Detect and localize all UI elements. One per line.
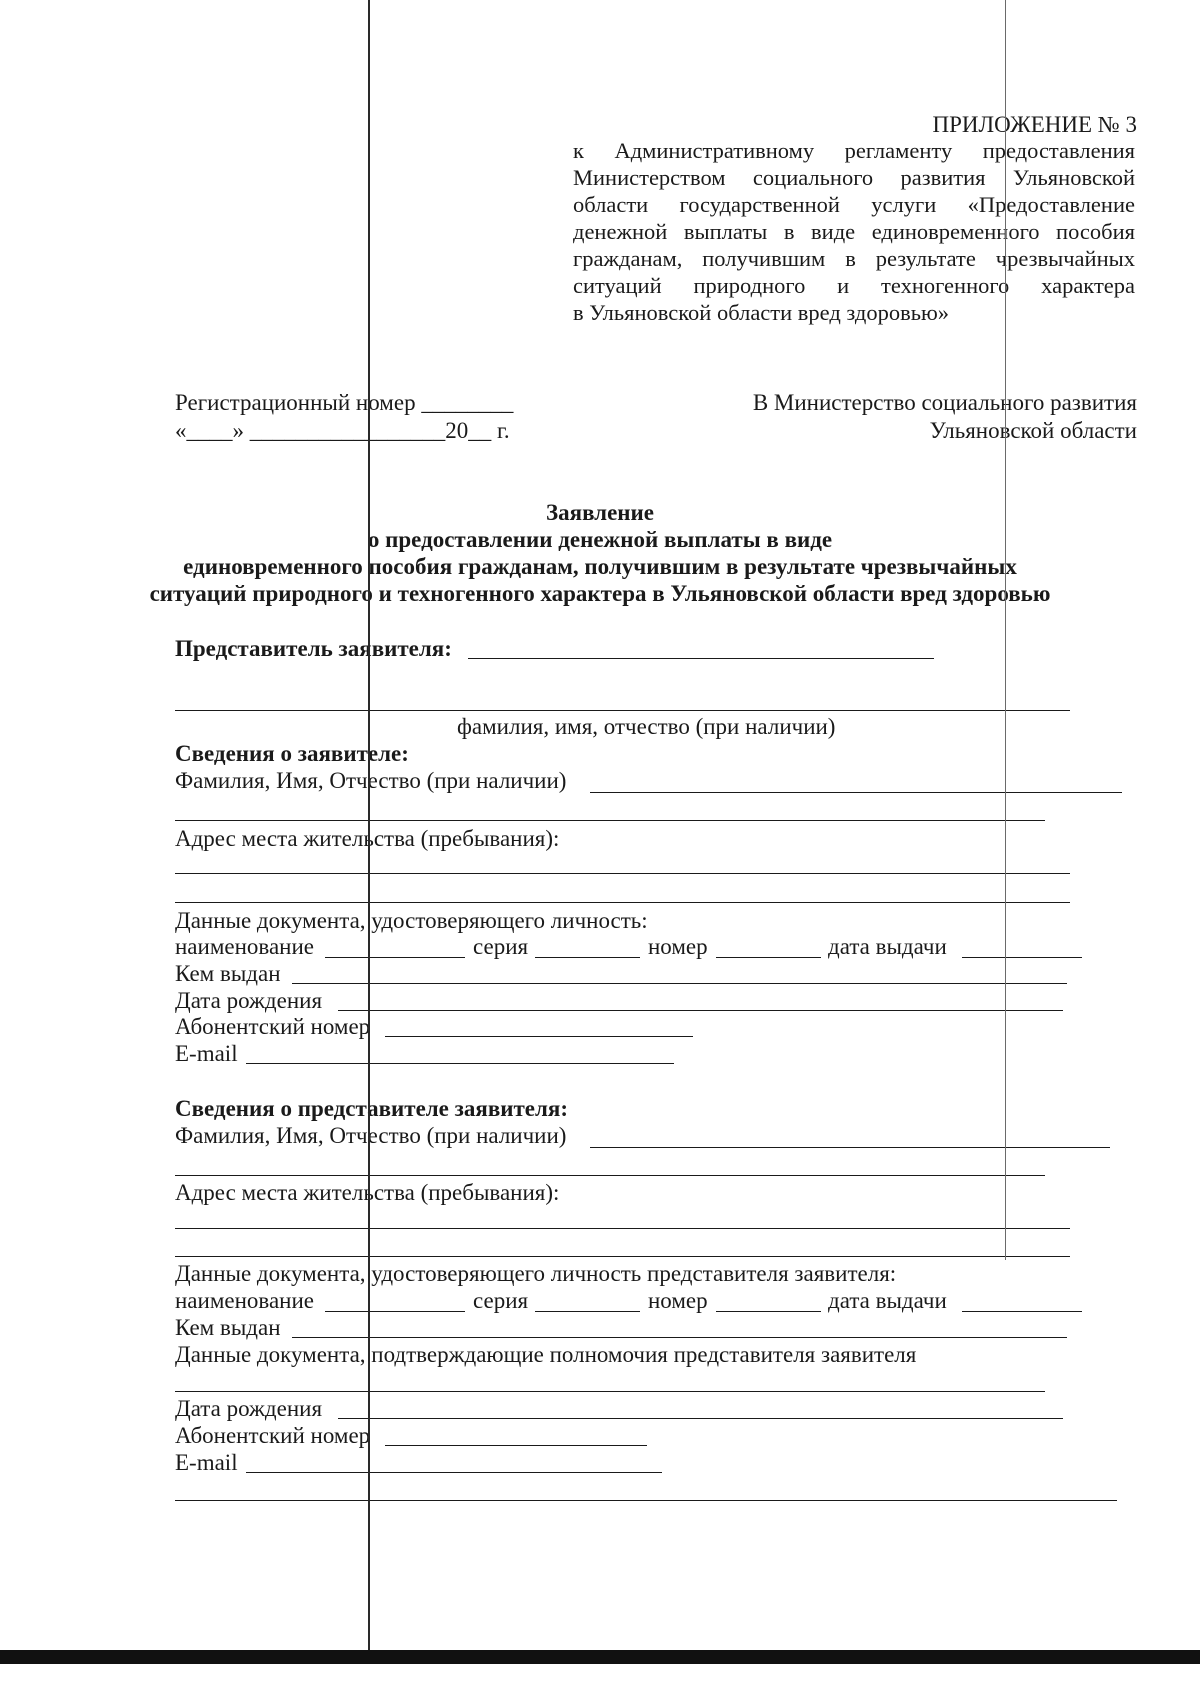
rep-doc-number-label: номер: [648, 1288, 708, 1313]
applicant-address-field[interactable]: [175, 873, 1070, 874]
representative-label: Представитель заявителя:: [175, 636, 452, 661]
rep-authority-field[interactable]: [175, 1391, 1045, 1392]
rep-issued-by-field[interactable]: [292, 1337, 1067, 1338]
appendix-line: Министерством социального развития Ульяновской: [573, 165, 1135, 190]
applicant-address-field-2[interactable]: [175, 902, 1070, 903]
rep-birth-date-label: Дата рождения: [175, 1396, 323, 1421]
appendix-title: ПРИЛОЖЕНИЕ № 3: [932, 112, 1137, 137]
applicant-issued-by-label: Кем выдан: [175, 961, 281, 986]
applicant-phone-field[interactable]: [385, 1036, 693, 1037]
applicant-fio-label: Фамилия, Имя, Отчество (при наличии): [175, 768, 567, 793]
rep-authority-label: Данные документа, подтверждающие полномочия представителя заявителя: [175, 1342, 917, 1367]
rep-doc-issue-date-label: дата выдачи: [828, 1288, 947, 1313]
applicant-birth-date-field[interactable]: [338, 1010, 1063, 1011]
appendix-line: гражданам, получившим в результате чрезвычайных: [573, 246, 1135, 271]
applicant-fio-field-2[interactable]: [175, 820, 1045, 821]
form-subtitle-2: единовременного пособия гражданам, получившим в результате чрезвычайных: [183, 554, 1017, 579]
scan-fold-line-left: [368, 0, 370, 1650]
appendix-line: ситуаций природного и техногенного характера: [573, 273, 1135, 298]
appendix-line: области государственной услуги «Предоставление: [573, 192, 1135, 217]
representative-field[interactable]: [468, 658, 934, 659]
appendix-line: к Административному регламенту предоставления: [573, 138, 1135, 163]
rep-address-label: Адрес места жительства (пребывания):: [175, 1180, 560, 1205]
rep-email-label: E-mail: [175, 1450, 238, 1475]
applicant-doc-name-field[interactable]: [325, 957, 465, 958]
rep-phone-label: Абонентский номер: [175, 1423, 371, 1448]
applicant-doc-issue-date-field[interactable]: [962, 957, 1082, 958]
rep-doc-issue-date-field[interactable]: [962, 1311, 1082, 1312]
addressee-line-2: Ульяновской области: [929, 418, 1137, 443]
applicant-fio-field[interactable]: [590, 792, 1122, 793]
applicant-doc-series-label: серия: [473, 934, 529, 959]
rep-address-field[interactable]: [175, 1228, 1070, 1229]
appendix-line: денежной выплаты в виде единовременного пособия: [573, 219, 1135, 244]
rep-doc-series-label: серия: [473, 1288, 529, 1313]
applicant-phone-label: Абонентский номер: [175, 1014, 371, 1039]
representative-fio-field[interactable]: [175, 710, 1070, 711]
closing-line: [175, 1500, 1117, 1501]
applicant-doc-number-label: номер: [648, 934, 708, 959]
representative-caption: фамилия, имя, отчество (при наличии): [457, 714, 836, 739]
rep-issued-by-label: Кем выдан: [175, 1315, 281, 1340]
form-subtitle-1: о предоставлении денежной выплаты в виде: [367, 527, 833, 552]
scan-fold-line-right: [1005, 0, 1006, 1260]
form-subtitle-3: ситуаций природного и техногенного характера в Ульяновской области вред здоровью: [149, 581, 1051, 606]
registration-date-line: «____» _________________20__ г.: [175, 418, 510, 443]
registration-number-label: Регистрационный номер ________: [175, 390, 514, 415]
form-title: Заявление: [545, 500, 655, 525]
applicant-doc-number-field[interactable]: [716, 957, 821, 958]
applicant-doc-issue-date-label: дата выдачи: [828, 934, 947, 959]
rep-address-field-2[interactable]: [175, 1256, 1070, 1257]
rep-email-field[interactable]: [246, 1472, 662, 1473]
rep-section-title: Сведения о представителе заявителя:: [175, 1096, 569, 1121]
rep-fio-field-2[interactable]: [175, 1175, 1045, 1176]
applicant-email-field[interactable]: [246, 1063, 674, 1064]
rep-birth-date-field[interactable]: [338, 1418, 1063, 1419]
appendix-reference: [573, 137, 1135, 326]
rep-doc-number-field[interactable]: [716, 1311, 821, 1312]
rep-doc-name-label: наименование: [175, 1288, 314, 1313]
applicant-email-label: E-mail: [175, 1041, 238, 1066]
applicant-doc-series-field[interactable]: [535, 957, 640, 958]
rep-phone-field[interactable]: [385, 1445, 647, 1446]
rep-fio-field[interactable]: [590, 1147, 1110, 1148]
applicant-doc-name-label: наименование: [175, 934, 314, 959]
scan-edge-bar: [0, 1650, 1200, 1664]
applicant-birth-date-label: Дата рождения: [175, 988, 323, 1013]
addressee-line-1: В Министерство социального развития: [752, 390, 1137, 415]
appendix-line: в Ульяновской области вред здоровью»: [573, 300, 950, 325]
rep-fio-label: Фамилия, Имя, Отчество (при наличии): [175, 1123, 567, 1148]
rep-doc-name-field[interactable]: [325, 1311, 465, 1312]
applicant-section-title: Сведения о заявителе:: [175, 741, 409, 766]
applicant-address-label: Адрес места жительства (пребывания):: [175, 826, 560, 851]
rep-doc-label: Данные документа, удостоверяющего личность представителя заявителя:: [175, 1261, 897, 1286]
applicant-issued-by-field[interactable]: [292, 983, 1067, 984]
applicant-doc-label: Данные документа, удостоверяющего личность:: [175, 908, 648, 933]
rep-doc-series-field[interactable]: [535, 1311, 640, 1312]
